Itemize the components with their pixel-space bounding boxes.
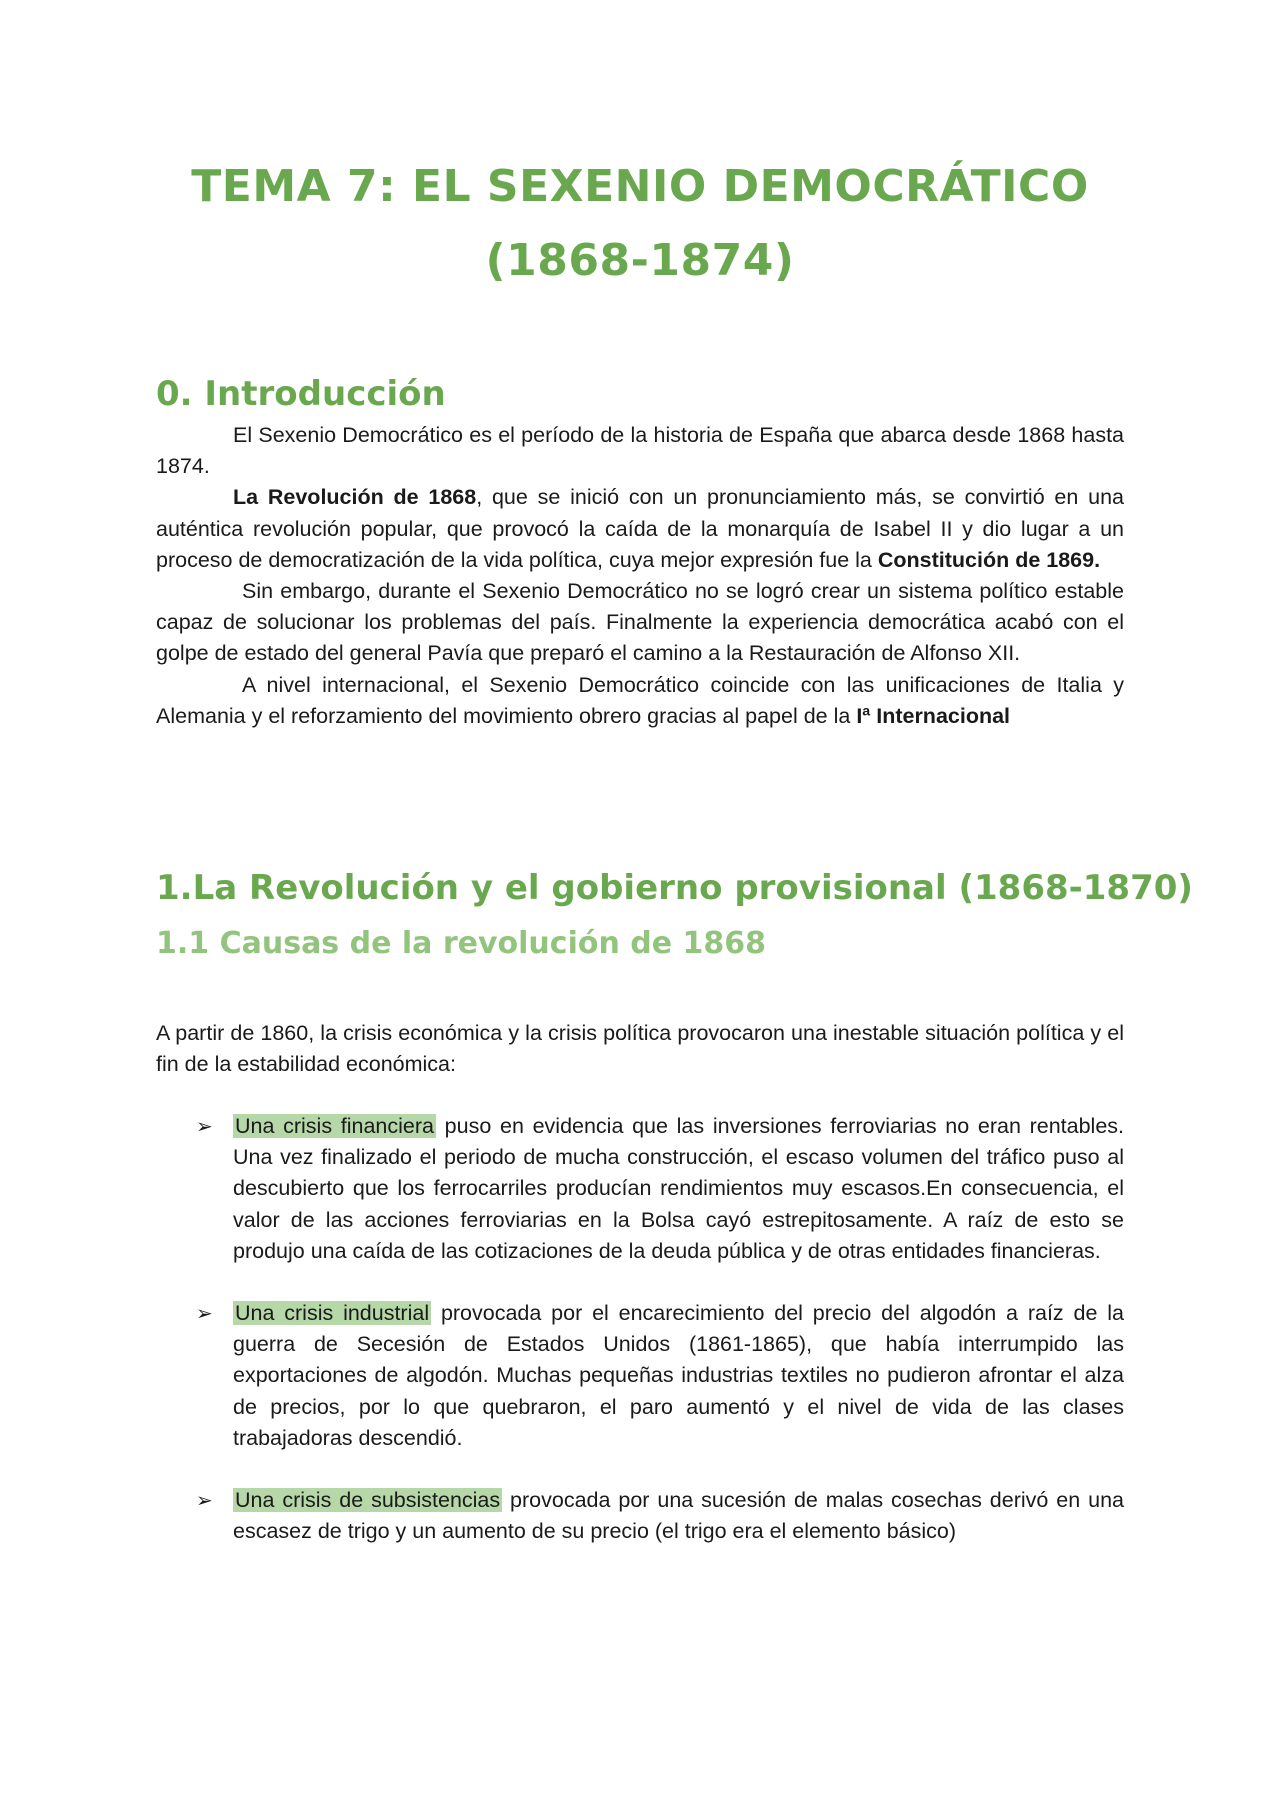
title-line-1: TEMA 7: EL SEXENIO DEMOCRÁTICO [191,161,1089,212]
arrow-bullet-icon: ➢ [196,1488,213,1513]
intro-body [156,420,1124,732]
title-line-2: (1868-1874) [485,235,795,286]
highlight-crisis-subsistencias: Una crisis de subsistencias [235,1488,501,1513]
revolucion-1868-bold: La Revolución de 1868 [233,485,477,510]
intro-paragraph-1: El Sexenio Democrático es el período de la historia de España que abarca desde 1868 hasta 1874. [156,423,1124,479]
causes-list [156,1111,1124,1547]
intro-paragraph-2 [156,482,1124,576]
section-1-lead [156,1018,1124,1080]
intro-paragraph-4-text: A nivel internacional, el Sexenio Democrático coincide con las unificaciones de Italia y Alemania y el reforzamiento del movimiento obrero gracias al papel de la [156,672,1124,728]
list-item [156,1485,1124,1547]
intro-heading: 0. Introducción [156,374,446,414]
arrow-bullet-icon: ➢ [196,1114,213,1138]
intro-paragraph-3: Sin embargo, durante el Sexenio Democrático no se logró crear un sistema político estable capaz de solucionar los problemas del país. Finalmente la experiencia democrática acabó con el golpe de estado del general Pavía que preparó el camino a la Restauración de Alfonso XII. [156,579,1124,666]
highlight-crisis-financiera: Una crisis financiera [235,1114,434,1138]
bullet-text: puso en evidencia que las inversiones ferroviarias no eran rentables. Una vez finalizado el periodo de mucha construcción, el escaso volumen del tráfico puso al descubierto que los ferrocarriles producían rendimientos muy escasos.En consecuencia, el valor de las acciones ferroviarias en la Bolsa cayó estrepitosamente. A raíz de esto se produjo una caída de las cotizaciones de la deuda pública y de otras entidades financieras. [233,1114,1124,1263]
intro-paragraph-4 [156,670,1124,732]
list-item [156,1111,1124,1267]
section-1-heading: 1.La Revolución y el gobierno provisional (1868-1870) [156,868,1193,908]
internacional-bold: Iª Internacional [856,703,1011,728]
document-title [156,150,1124,298]
section-1-lead-text: A partir de 1860, la crisis económica y la crisis política provocaron una inestable situación política y el fin de la estabilidad económica: [156,1021,1124,1077]
bullet-text: provocada por una sucesión de malas cosechas derivó en una escasez de trigo y un aumento de su precio (el trigo era el elemento básico) [233,1488,1124,1544]
bullet-text: provocada por el encarecimiento del precio del algodón a raíz de la guerra de Secesión de Estados Unidos (1861-1865), que había interrumpido las exportaciones de algodón. Muchas pequeñas industrias textiles no pudieron afrontar el alza de precios, por lo que quebraron, el paro aumentó y el nivel de vida de las clases trabajadoras descendió. [233,1301,1124,1450]
arrow-bullet-icon: ➢ [196,1301,213,1326]
section-1-1-heading: 1.1 Causas de la revolución de 1868 [156,926,767,961]
constitucion-1869-bold: Constitución de 1869. [877,547,1101,572]
intro-paragraph-2-text: , que se inició con un pronunciamiento más, se convirtió en una auténtica revolución popular, que provocó la caída de la monarquía de Isabel II y dio lugar a un proceso de democratización de la vida política, cuya mejor expresión fue la [156,485,1124,572]
list-item [156,1298,1124,1454]
highlight-crisis-industrial: Una crisis industrial [235,1301,430,1326]
